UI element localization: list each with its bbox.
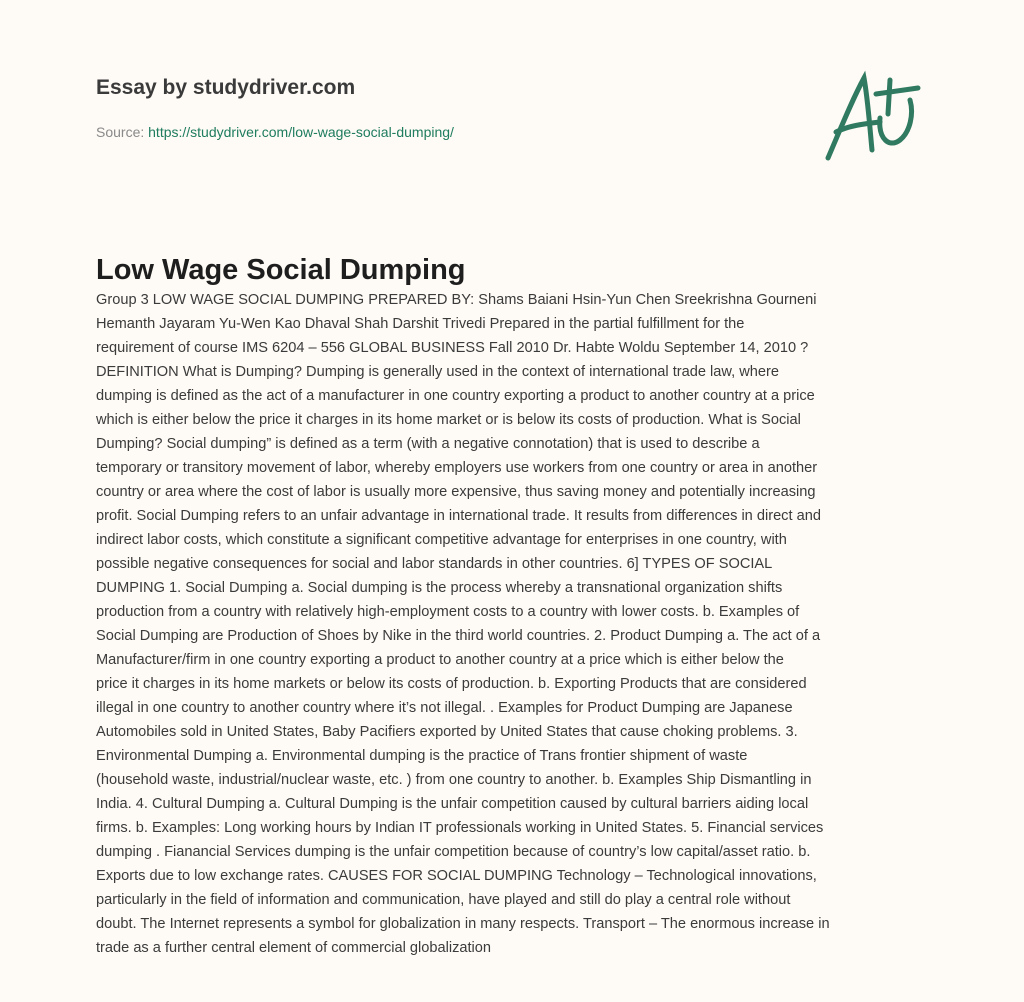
source-line	[96, 124, 454, 140]
source-link[interactable]: https://studydriver.com/low-wage-social-dumping/	[148, 124, 454, 140]
essay-body	[96, 288, 936, 960]
essay-title: Low Wage Social Dumping	[96, 254, 466, 286]
essay-text-line: Exports due to low exchange rates. CAUSES FOR SOCIAL DUMPING Technology – Technological innovations,	[96, 868, 817, 884]
essay-text-line: India. 4. Cultural Dumping a. Cultural Dumping is the unfair competition caused by cultural barriers aiding local	[96, 796, 809, 812]
essay-text-line: Dumping? Social dumping” is defined as a term (with a negative connotation) that is used to describe a	[96, 436, 760, 452]
essay-text-line: illegal in one country to another country where it’s not illegal. . Examples for Product Dumping are Japanese	[96, 700, 793, 716]
essay-text-line: indirect labor costs, which constitute a significant competitive advantage for enterprises in one country, with	[96, 532, 787, 548]
essay-text-line: Group 3 LOW WAGE SOCIAL DUMPING PREPARED BY: Shams Baiani Hsin-Yun Chen Sreekrishna Gourneni	[96, 292, 817, 308]
essay-text-line: temporary or transitory movement of labor, whereby employers use workers from one country or area in another	[96, 460, 818, 476]
essay-text-line: (household waste, industrial/nuclear waste, etc. ) from one country to another. b. Examples Ship Dismantling in	[96, 772, 812, 788]
a-plus-logo-icon	[818, 70, 930, 164]
source-label: Source:	[96, 124, 145, 140]
essay-text-line: production from a country with relatively high-employment costs to a country with lower costs. b. Examples of	[96, 604, 800, 620]
essay-text-line: which is either below the price it charges in its home market or is below its costs of production. What is Social	[96, 412, 801, 428]
essay-text-line: possible negative consequences for social and labor standards in other countries. 6] TYPES OF SOCIAL	[96, 556, 773, 572]
essay-text-line: Social Dumping are Production of Shoes by Nike in the third world countries. 2. Product Dumping a. The act of a	[96, 628, 821, 644]
essay-text-line: Environmental Dumping a. Environmental dumping is the practice of Trans frontier shipment of waste	[96, 748, 748, 764]
essay-text-line: Hemanth Jayaram Yu-Wen Kao Dhaval Shah Darshit Trivedi Prepared in the partial fulfillment for the	[96, 316, 745, 332]
site-title: Essay by studydriver.com	[96, 76, 356, 99]
essay-text-line: DEFINITION What is Dumping? Dumping is generally used in the context of international trade law, where	[96, 364, 779, 380]
essay-text-line: dumping is defined as the act of a manufacturer in one country exporting a product to another country at a price	[96, 388, 815, 404]
essay-text-line: trade as a further central element of commercial globalization	[96, 940, 492, 956]
essay-text-line: price it charges in its home markets or below its costs of production. b. Exporting Products that are considered	[96, 676, 807, 692]
essay-text-line: Manufacturer/firm in one country exporting a product to another country at a price which is either below the	[96, 652, 784, 668]
essay-text-line: dumping . Fianancial Services dumping is the unfair competition because of country’s low capital/asset ratio. b.	[96, 844, 811, 860]
essay-text-line: particularly in the field of information and communication, have played and still do play a central role without	[96, 892, 791, 908]
essay-text-line: country or area where the cost of labor is usually more expensive, thus saving money and potentially increasing	[96, 484, 816, 500]
essay-text-line: requirement of course IMS 6204 – 556 GLOBAL BUSINESS Fall 2010 Dr. Habte Woldu September 14, 2010 ?	[96, 340, 809, 356]
essay-text-line: profit. Social Dumping refers to an unfair advantage in international trade. It results from differences in direct and	[96, 508, 821, 524]
essay-text-line: doubt. The Internet represents a symbol for globalization in many respects. Transport – The enormous increase in	[96, 916, 830, 932]
essay-text-line: DUMPING 1. Social Dumping a. Social dumping is the process whereby a transnational organization shifts	[96, 580, 783, 596]
essay-text-line: firms. b. Examples: Long working hours by Indian IT professionals working in United States. 5. Financial services	[96, 820, 824, 836]
essay-text-line: Automobiles sold in United States, Baby Pacifiers exported by United States that cause choking problems. 3.	[96, 724, 798, 740]
